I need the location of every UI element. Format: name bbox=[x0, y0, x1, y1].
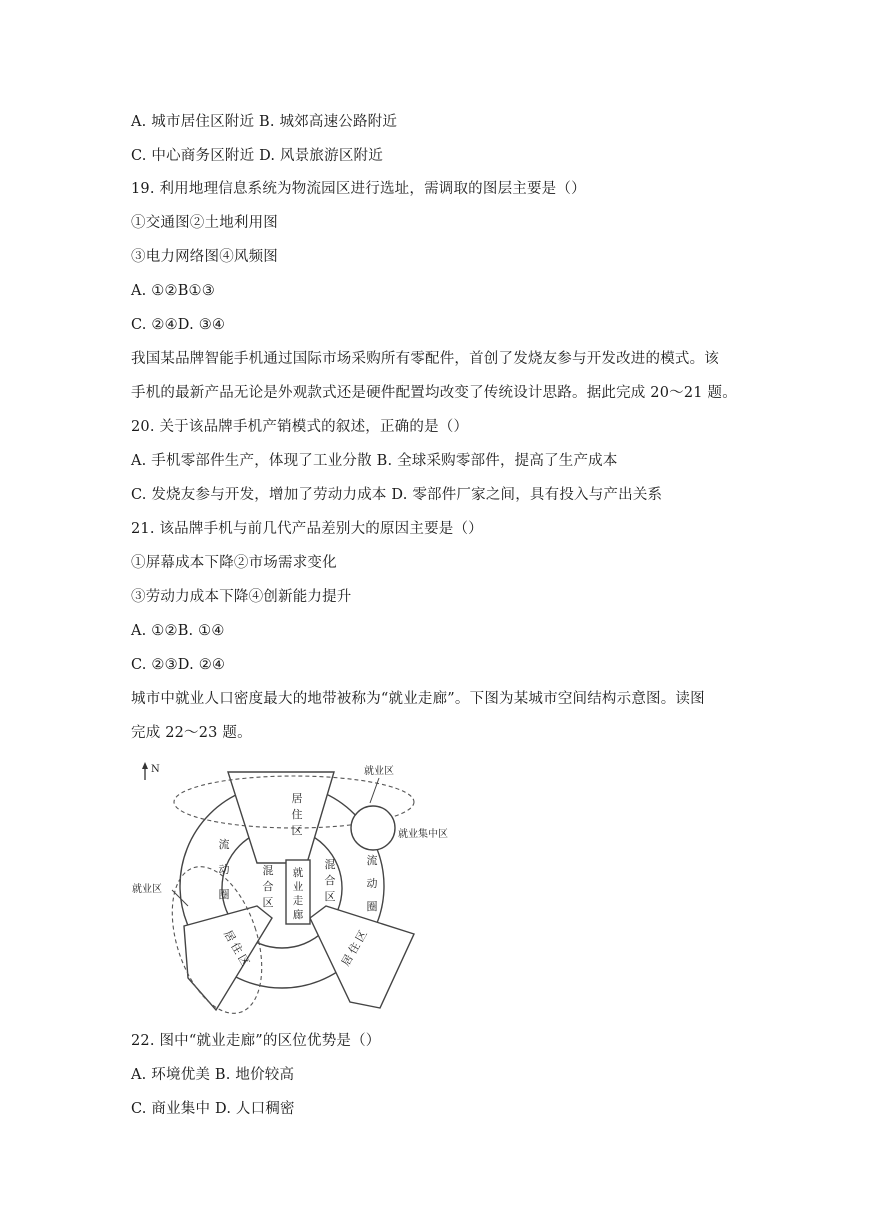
residential-sector-top bbox=[228, 772, 334, 863]
corridor-char1: 就 bbox=[292, 867, 304, 879]
residential-right-char3: 区 bbox=[353, 928, 370, 945]
city-structure-diagram bbox=[132, 758, 462, 1018]
residential-right-char2: 住 bbox=[346, 940, 363, 957]
q22-options-ab: A. 环境优美 B. 地价较高 bbox=[131, 1067, 295, 1083]
flow-right-char3: 圈 bbox=[366, 900, 378, 913]
mixed-left-char1: 混 bbox=[262, 864, 274, 877]
mixed-left-char2: 合 bbox=[262, 880, 274, 893]
mixed-right-char1: 混 bbox=[324, 858, 336, 871]
north-label: N bbox=[151, 764, 160, 775]
q21-stem: 21. 该品牌手机与前几代产品差别大的原因主要是（） bbox=[131, 521, 483, 537]
corridor-char4: 廊 bbox=[292, 909, 304, 921]
q20-stem: 20. 关于该品牌手机产销模式的叙述，正确的是（） bbox=[131, 419, 469, 435]
employment-zone-top-label: 就业区 bbox=[364, 766, 394, 777]
q18-options-ab: A. 城市居住区附近 B. 城郊高速公路附近 bbox=[131, 114, 398, 130]
passage-22-23-line2: 完成 22～23 题。 bbox=[131, 725, 252, 741]
employment-center-circle bbox=[351, 806, 395, 850]
q20-options-cd: C. 发烧友参与开发，增加了劳动力成本 D. 零部件厂家之间，具有投入与产出关系 bbox=[131, 487, 663, 503]
flow-right-char1: 流 bbox=[366, 854, 378, 867]
residential-top-char1: 居 bbox=[291, 792, 303, 805]
q18-options-cd: C. 中心商务区附近 D. 风景旅游区附近 bbox=[131, 148, 383, 164]
passage-20-21-line2: 手机的最新产品无论是外观款式还是硬件配置均改变了传统设计思路。据此完成 20～21 题。 bbox=[131, 385, 737, 401]
mixed-left-char3: 区 bbox=[262, 896, 274, 909]
residential-sector-left bbox=[184, 906, 272, 1010]
corridor-char3: 走 bbox=[292, 895, 304, 907]
residential-left-char3: 区 bbox=[235, 952, 252, 969]
mixed-right-char3: 区 bbox=[324, 890, 336, 903]
q21-items-12: ①屏幕成本下降②市场需求变化 bbox=[131, 555, 337, 571]
residential-top-char3: 区 bbox=[291, 824, 303, 837]
flow-left-char2: 动 bbox=[218, 863, 230, 876]
passage-20-21-line1: 我国某品牌智能手机通过国际市场采购所有零配件，首创了发烧友参与开发改进的模式。该 bbox=[131, 351, 719, 367]
employment-center-label: 就业集中区 bbox=[398, 829, 448, 840]
residential-right-char1: 居 bbox=[339, 952, 356, 969]
q19-stem: 19. 利用地理信息系统为物流园区进行选址，需调取的图层主要是（） bbox=[131, 181, 586, 197]
flow-right-char2: 动 bbox=[366, 877, 378, 890]
q19-items-12: ①交通图②土地利用图 bbox=[131, 215, 278, 231]
q21-options-cd: C. ②③D. ②④ bbox=[131, 657, 226, 673]
residential-top-char2: 住 bbox=[291, 808, 303, 821]
mixed-right-char2: 合 bbox=[324, 874, 336, 887]
q21-options-ab: A. ①②B. ①④ bbox=[131, 623, 225, 639]
north-arrow-icon bbox=[142, 762, 148, 780]
passage-22-23-line1: 城市中就业人口密度最大的地带被称为“就业走廊”。下图为某城市空间结构示意图。读图 bbox=[131, 691, 705, 707]
q19-options-ab: A. ①②B①③ bbox=[131, 283, 215, 299]
q21-items-34: ③劳动力成本下降④创新能力提升 bbox=[131, 589, 352, 605]
corridor-char2: 业 bbox=[292, 881, 304, 893]
residential-left-char2: 住 bbox=[228, 940, 245, 957]
q19-items-34: ③电力网络图④风频图 bbox=[131, 249, 278, 265]
q20-options-ab: A. 手机零部件生产，体现了工业分散 B. 全球采购零部件，提高了生产成本 bbox=[131, 453, 618, 469]
q22-options-cd: C. 商业集中 D. 人口稠密 bbox=[131, 1101, 295, 1117]
residential-left-char1: 居 bbox=[221, 928, 238, 945]
q19-options-cd: C. ②④D. ③④ bbox=[131, 317, 226, 333]
flow-left-char1: 流 bbox=[218, 838, 230, 851]
residential-sector-right bbox=[310, 906, 414, 1008]
employment-zone-left-label: 就业区 bbox=[132, 884, 162, 895]
q22-stem: 22. 图中“就业走廊”的区位优势是（） bbox=[131, 1033, 381, 1049]
flow-left-char3: 圈 bbox=[218, 888, 230, 901]
